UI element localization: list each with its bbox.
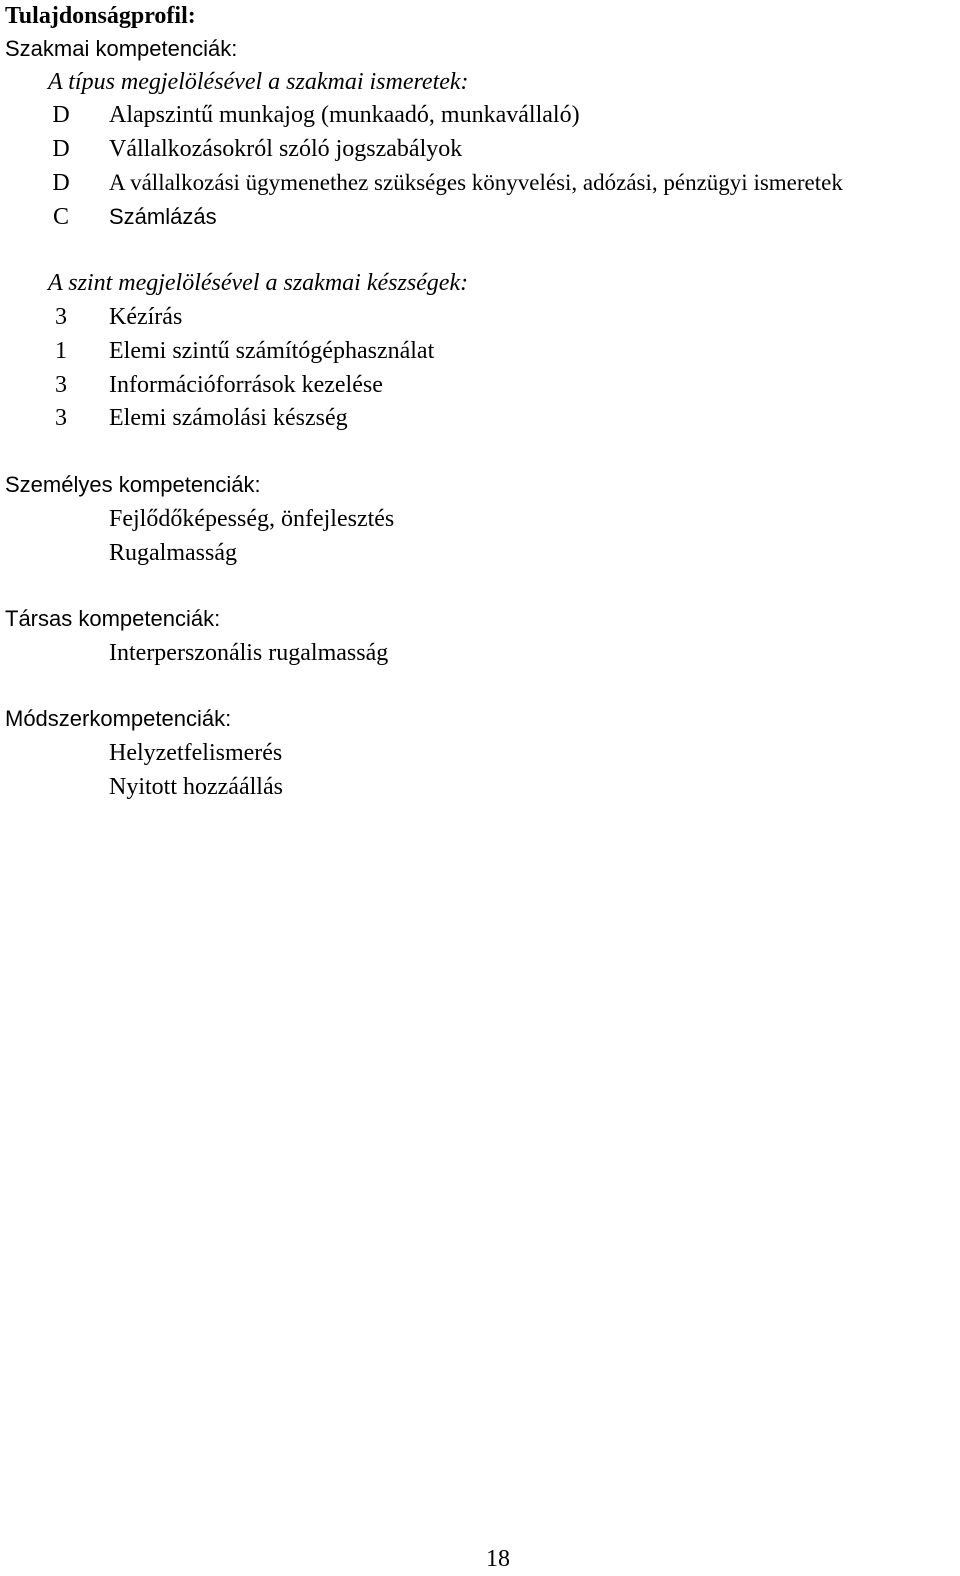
section-heading-szakmai: Szakmai kompetenciák: bbox=[5, 36, 238, 61]
keszseg-level: 1 bbox=[55, 338, 67, 364]
kompetencia-item: Nyitott hozzáállás bbox=[109, 774, 283, 800]
ismeret-code: D bbox=[52, 136, 70, 162]
kompetencia-item: Helyzetfelismerés bbox=[109, 740, 283, 766]
keszseg-text: Elemi szintű számítógéphasználat bbox=[109, 338, 435, 364]
ismeret-code: D bbox=[52, 170, 70, 196]
document-title: Tulajdonságprofil: bbox=[5, 3, 196, 29]
keszseg-text: Információforrások kezelése bbox=[109, 372, 383, 398]
ismeret-text: Számlázás bbox=[109, 204, 217, 229]
kompetencia-item: Rugalmasság bbox=[109, 540, 237, 566]
keszseg-level: 3 bbox=[55, 405, 67, 431]
subheading-ismeretek: A típus megjelölésével a szakmai ismeretek: bbox=[48, 69, 469, 95]
page-number: 18 bbox=[486, 1546, 510, 1572]
subheading-keszsegek: A szint megjelölésével a szakmai készségek: bbox=[48, 270, 469, 296]
keszseg-level: 3 bbox=[55, 372, 67, 398]
kompetencia-item: Interperszonális rugalmasság bbox=[109, 640, 389, 666]
ismeret-code: D bbox=[52, 102, 70, 128]
ismeret-text: Alapszintű munkajog (munkaadó, munkavállaló) bbox=[109, 102, 580, 128]
section-heading-tarsas: Társas kompetenciák: bbox=[5, 606, 221, 631]
section-heading-szemelyes: Személyes kompetenciák: bbox=[5, 472, 261, 497]
keszseg-level: 3 bbox=[55, 304, 67, 330]
ismeret-text: A vállalkozási ügymenethez szükséges könyvelési, adózási, pénzügyi ismeretek bbox=[109, 170, 843, 195]
keszseg-text: Elemi számolási készség bbox=[109, 405, 348, 431]
keszseg-text: Kézírás bbox=[109, 304, 183, 330]
ismeret-text: Vállalkozásokról szóló jogszabályok bbox=[109, 136, 463, 162]
kompetencia-item: Fejlődőképesség, önfejlesztés bbox=[109, 506, 395, 532]
section-heading-modszer: Módszerkompetenciák: bbox=[5, 706, 232, 731]
ismeret-code: C bbox=[52, 204, 69, 230]
